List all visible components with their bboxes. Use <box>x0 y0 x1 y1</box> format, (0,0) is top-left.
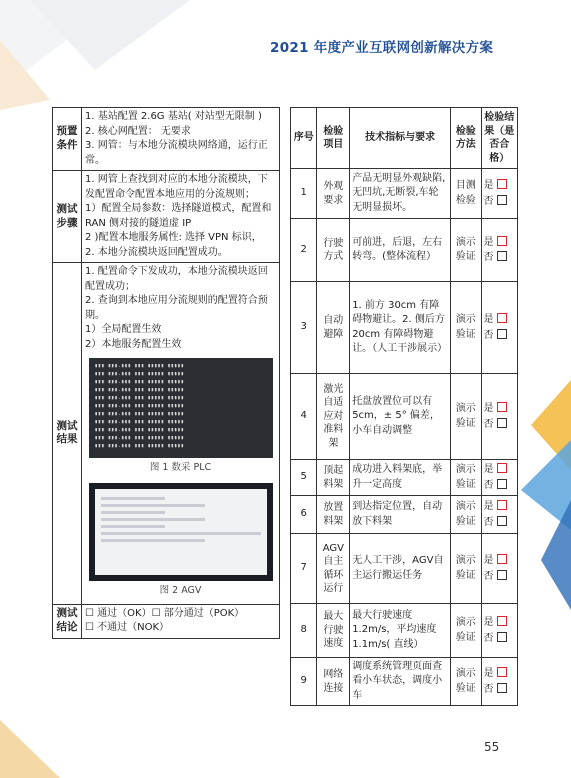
row-num: 3 <box>291 282 317 374</box>
no-label: 否 <box>483 479 494 491</box>
top-left-decoration <box>0 0 190 110</box>
row-item: 激光自适应对准料架 <box>317 374 350 460</box>
table-row <box>291 282 518 374</box>
row-method: 演示验证 <box>451 658 481 706</box>
row-item: 最大行驶速度 <box>317 604 350 658</box>
row-method: 演示验证 <box>451 534 481 604</box>
row-num: 6 <box>291 496 317 534</box>
row-item: 网络连接 <box>317 658 350 706</box>
conclusion-row <box>53 604 280 638</box>
steps-line: 1）配置全局参数：选择隧道模式，配置和 RAN 侧对接的隧道虚 IP <box>85 203 272 229</box>
no-checkbox <box>497 418 507 428</box>
no-checkbox <box>497 632 507 642</box>
header-spec: 技术指标与要求 <box>350 108 451 169</box>
row-spec: 1. 前方 30cm 有障碍物避让。2. 侧后方 20cm 有障碍物避让。（人工干涉展示） <box>350 282 451 374</box>
yes-checkbox <box>497 554 507 564</box>
yes-checkbox <box>497 500 507 510</box>
conclusion-content <box>82 604 280 638</box>
yes-checkbox <box>497 179 507 189</box>
row-item: 外观要求 <box>317 169 350 219</box>
table-row <box>291 604 518 658</box>
yes-checkbox <box>497 313 507 323</box>
table-row <box>291 219 518 282</box>
precondition-row <box>53 108 280 171</box>
yes-checkbox <box>497 667 507 677</box>
row-spec: 产品无明显外观缺陷,无凹坑,无断裂,车轮无明显损坏。 <box>350 169 451 219</box>
header-num: 序号 <box>291 108 317 169</box>
test-case-table <box>52 107 280 639</box>
yes-label: 是 <box>483 464 494 475</box>
yes-label: 是 <box>483 617 494 628</box>
table-row <box>291 534 518 604</box>
row-result <box>481 604 518 658</box>
yes-label: 是 <box>483 180 494 191</box>
no-label: 否 <box>483 632 494 644</box>
header-method: 检验方法 <box>451 108 481 169</box>
inspection-header-row <box>291 108 518 169</box>
row-method: 目测检验 <box>451 169 481 219</box>
row-num: 8 <box>291 604 317 658</box>
yes-label: 是 <box>483 314 494 325</box>
yes-checkbox <box>497 236 507 246</box>
conclusion-label: 测试结论 <box>53 604 82 638</box>
results-label: 测试结果 <box>53 263 82 605</box>
results-line: 2. 查询到本地应用分流规则的配置符合预期。 <box>85 295 268 321</box>
steps-line: 1. 网管上查找到对应的本地分流模块，下发配置命令配置本地应用的分流规则； <box>85 174 268 200</box>
row-spec: 无人工干涉，AGV自主运行搬运任务 <box>350 534 451 604</box>
no-checkbox <box>497 516 507 526</box>
row-spec: 可前进，后退，左右转弯。(整体流程） <box>350 219 451 282</box>
results-line: 2）本地服务配置生效 <box>85 338 182 350</box>
conclusion-options-line1: ☐ 通过（OK）☐ 部分通过（POK） <box>85 607 245 619</box>
no-label: 否 <box>483 418 494 430</box>
figure2-caption: 图 2 AGV <box>159 584 202 596</box>
header-item: 检验项目 <box>317 108 350 169</box>
row-result <box>481 658 518 706</box>
row-num: 7 <box>291 534 317 604</box>
results-row <box>53 263 280 605</box>
table-row <box>291 169 518 219</box>
yes-checkbox <box>497 616 507 626</box>
table-row <box>291 496 518 534</box>
row-item: 行驶方式 <box>317 219 350 282</box>
yes-checkbox <box>497 402 507 412</box>
figure-plc-screenshot <box>85 358 276 475</box>
bottom-left-decoration <box>0 720 60 778</box>
row-method: 演示验证 <box>451 496 481 534</box>
page-number: 55 <box>484 740 500 754</box>
row-item: 放置料架 <box>317 496 350 534</box>
row-item: 顶起料架 <box>317 460 350 496</box>
table-row <box>291 658 518 706</box>
no-checkbox <box>497 329 507 339</box>
yes-label: 是 <box>483 555 494 566</box>
row-spec: 托盘放置位可以有5cm，± 5° 偏差，小车自动调整 <box>350 374 451 460</box>
yes-label: 是 <box>483 236 494 248</box>
row-num: 9 <box>291 658 317 706</box>
no-label: 否 <box>483 195 494 207</box>
table-row <box>291 374 518 460</box>
row-method: 演示验证 <box>451 282 481 374</box>
precondition-line: 2. 核心网配置： 无要求 <box>85 125 191 137</box>
steps-label: 测试步骤 <box>53 171 82 263</box>
yes-label: 是 <box>483 501 494 512</box>
row-num: 2 <box>291 219 317 282</box>
no-label: 否 <box>483 516 494 528</box>
terminal-screenshot-image: ▮▮▮ ▮▮▮.▮▮▮ ▮▮▮ ▮▮▮▮▮ ▮▮▮▮▮ ▮▮▮ ▮▮▮.▮▮▮ ▮▮▮ ▮▮▮▮▮ ▮▮▮▮▮ ▮▮▮ ▮▮▮.▮▮▮ ▮▮▮ ▮▮▮▮▮ ▮▮▮▮▮ ▮▮▮ ▮▮▮.▮▮▮ ▮▮▮ ▮▮▮▮▮ ▮▮▮▮▮ ▮▮▮ ▮▮▮.▮▮▮ ▮▮▮ ▮▮▮▮▮ ▮▮▮▮▮ ▮▮▮ ▮▮▮.▮▮▮ ▮▮▮ ▮▮▮▮▮ ▮▮▮▮▮ ▮▮▮ ▮▮▮.▮▮▮ ▮▮▮ ▮▮▮▮▮ ▮▮▮▮▮ ▮▮▮ ▮▮▮.▮▮▮ ▮▮▮ ▮▮▮▮▮ ▮▮▮▮▮ ▮▮▮ ▮▮▮.▮▮▮ ▮▮▮ ▮▮▮▮▮ ▮▮▮▮▮ ▮▮▮ ▮▮▮.▮▮▮ ▮▮▮ ▮▮▮▮▮ ▮▮▮▮▮ ▮▮▮ ▮▮▮.▮▮▮ ▮▮▮ ▮▮▮▮▮ ▮▮▮▮▮ <box>89 358 273 458</box>
precondition-line: 1. 基站配置 2.6G 基站( 对站型无限制 ) <box>85 111 262 122</box>
page-header-title: 2021 年度产业互联网创新解决方案 <box>270 40 494 56</box>
precondition-content <box>82 108 280 171</box>
no-label: 否 <box>483 329 494 341</box>
row-result <box>481 374 518 460</box>
yes-checkbox <box>497 463 507 473</box>
row-num: 4 <box>291 374 317 460</box>
no-checkbox <box>497 683 507 693</box>
no-label: 否 <box>483 683 494 695</box>
row-result <box>481 496 518 534</box>
figure-agv-screenshot <box>85 483 276 598</box>
no-checkbox <box>497 479 507 489</box>
row-result <box>481 460 518 496</box>
row-spec: 到达指定位置，自动放下料架 <box>350 496 451 534</box>
steps-content <box>82 171 280 263</box>
results-content <box>82 263 280 605</box>
row-item: AGV自主循环运行 <box>317 534 350 604</box>
results-line: 1）全局配置生效 <box>85 324 162 335</box>
results-line: 1. 配置命令下发成功，本地分流模块返回配置成功； <box>85 266 268 292</box>
row-result <box>481 219 518 282</box>
row-method: 演示验证 <box>451 374 481 460</box>
row-result <box>481 534 518 604</box>
no-checkbox <box>497 570 507 580</box>
no-checkbox <box>497 195 507 205</box>
steps-row <box>53 171 280 263</box>
conclusion-options-line2: ☐ 不通过（NOK） <box>85 622 170 634</box>
row-spec: 成功进入料架底，举升一定高度 <box>350 460 451 496</box>
row-item: 自动避障 <box>317 282 350 374</box>
figure1-caption: 图 1 数采 PLC <box>149 462 212 473</box>
inspection-table <box>290 107 518 706</box>
no-label: 否 <box>483 252 494 263</box>
row-spec: 最大行驶速度1.2m/s，平均速度1.1m/s( 直线） <box>350 604 451 658</box>
agv-screenshot-image <box>89 483 273 581</box>
table-row <box>291 460 518 496</box>
header-result: 检验结果（是否合格） <box>481 108 518 169</box>
precondition-label: 预置条件 <box>53 108 82 171</box>
right-decoration <box>521 380 571 610</box>
row-result <box>481 282 518 374</box>
row-method: 演示验证 <box>451 604 481 658</box>
yes-label: 是 <box>483 668 494 679</box>
no-checkbox <box>497 251 507 261</box>
row-num: 1 <box>291 169 317 219</box>
row-method: 演示验证 <box>451 460 481 496</box>
row-method: 演示验证 <box>451 219 481 282</box>
steps-line: 2. 本地分流模块返回配置成功。 <box>85 246 228 258</box>
row-result <box>481 169 518 219</box>
row-spec: 调度系统管理页面查看小车状态，调度小车 <box>350 658 451 706</box>
yes-label: 是 <box>483 403 494 414</box>
precondition-line: 3. 网管：与本地分流模块网络通，运行正常。 <box>85 140 268 166</box>
steps-line: 2 )配置本地服务属性: 选择 VPN 标识， <box>85 232 262 243</box>
row-num: 5 <box>291 460 317 496</box>
no-label: 否 <box>483 570 494 582</box>
